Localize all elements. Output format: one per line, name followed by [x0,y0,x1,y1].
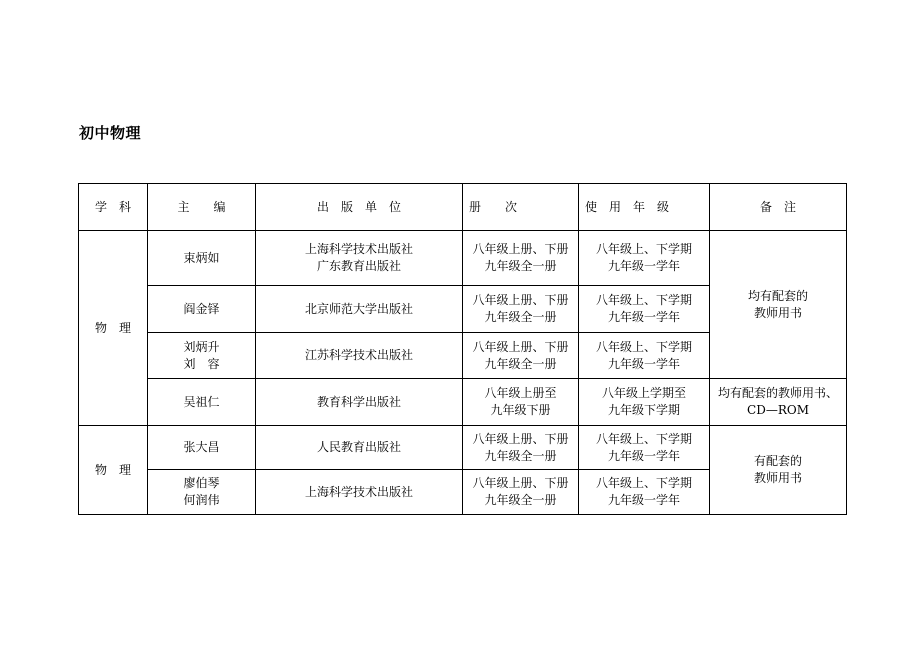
editor-cell-line: 吴祖仁 [183,394,220,409]
grade-cell-line: 九年级下学期 [607,403,680,417]
table-body [79,231,847,515]
header-subject: 学 科 [79,184,148,231]
grade-cell-line: 九年级一学年 [607,356,680,371]
grade-cell-line: 九年级一学年 [607,310,680,324]
grade-cell [579,231,710,286]
volume-cell-line: 九年级全一册 [484,493,557,507]
notes-cell [710,426,847,515]
volume-cell-line: 八年级上册、下册 [472,476,569,490]
grade-cell [579,426,710,470]
grade-cell-line: 九年级一学年 [607,448,680,463]
publisher-cell-line: 上海科学技术出版社 [304,242,413,256]
header-editor: 主 编 [148,184,256,231]
editor-cell [148,286,256,333]
volume-cell-line: 八年级上册、下册 [472,431,569,446]
grade-cell [579,286,710,333]
editor-cell [148,231,256,286]
publisher-cell [256,333,463,379]
notes-cell-line: 教师用书 [753,471,802,485]
grade-cell [579,379,710,426]
notes-cell-line: 均有配套的教师用书、 [717,386,838,400]
grade-cell-line: 九年级一学年 [607,493,680,507]
volume-cell-line: 八年级上册至 [484,386,557,400]
editor-cell-line: 张大昌 [183,440,220,454]
volume-cell-line: 八年级上册、下册 [472,242,569,256]
header-grade: 使 用 年 级 [579,184,710,231]
grade-cell-line: 八年级上、下学期 [595,431,692,446]
publisher-cell [256,426,463,470]
grade-cell [579,470,710,515]
grade-cell [579,333,710,379]
grade-cell-line: 八年级上学期至 [601,386,686,400]
notes-cell-line: 有配套的 [753,454,802,468]
header-row [79,184,847,231]
grade-cell-line: 九年级一学年 [607,259,680,273]
publisher-cell [256,231,463,286]
volume-cell [463,333,579,379]
notes-cell-line: CD—ROM [747,403,809,417]
editor-cell [148,379,256,426]
editor-cell [148,470,256,515]
publisher-cell-line: 广东教育出版社 [316,259,401,273]
editor-cell-line: 廖伯琴 [183,476,220,490]
volume-cell-line: 九年级全一册 [484,310,557,324]
editor-cell [148,426,256,470]
grade-cell-line: 八年级上、下学期 [595,293,692,307]
volume-cell [463,470,579,515]
subject-cell: 物 理 [79,231,148,426]
editor-cell-line: 阎金铎 [183,301,220,316]
textbook-table [78,183,847,515]
volume-cell [463,286,579,333]
table-row [79,231,847,286]
table-row [79,426,847,470]
editor-cell-line: 束炳如 [183,250,220,265]
editor-cell [148,333,256,379]
page-title: 初中物理 [79,124,142,142]
header-notes: 备 注 [710,184,847,231]
publisher-cell-line: 北京师范大学出版社 [304,301,413,316]
editor-cell-line: 何润伟 [183,493,220,507]
volume-cell-line: 八年级上册、下册 [472,339,569,354]
volume-cell [463,379,579,426]
volume-cell-line: 八年级上册、下册 [472,293,569,307]
grade-cell-line: 八年级上、下学期 [595,242,692,256]
volume-cell-line: 九年级全一册 [484,356,557,371]
publisher-cell [256,379,463,426]
publisher-cell-line: 人民教育出版社 [316,440,401,454]
header-volume: 册 次 [463,184,579,231]
volume-cell-line: 九年级下册 [490,403,551,417]
notes-cell-line: 教师用书 [753,305,802,320]
table-row [79,379,847,426]
volume-cell-line: 九年级全一册 [484,448,557,463]
editor-cell-line: 刘 容 [183,356,220,371]
header-publisher: 出 版 单 位 [256,184,463,231]
publisher-cell-line: 上海科学技术出版社 [304,484,413,499]
publisher-cell-line: 教育科学出版社 [316,394,401,409]
volume-cell [463,426,579,470]
editor-cell-line: 刘炳升 [183,339,220,354]
volume-cell [463,231,579,286]
publisher-cell-line: 江苏科学技术出版社 [304,348,413,362]
notes-cell-line: 均有配套的 [747,288,808,303]
notes-cell [710,379,847,426]
grade-cell-line: 八年级上、下学期 [595,339,692,354]
publisher-cell [256,470,463,515]
volume-cell-line: 九年级全一册 [484,259,557,273]
grade-cell-line: 八年级上、下学期 [595,476,692,490]
notes-cell [710,231,847,379]
publisher-cell [256,286,463,333]
subject-cell: 物 理 [79,426,148,515]
